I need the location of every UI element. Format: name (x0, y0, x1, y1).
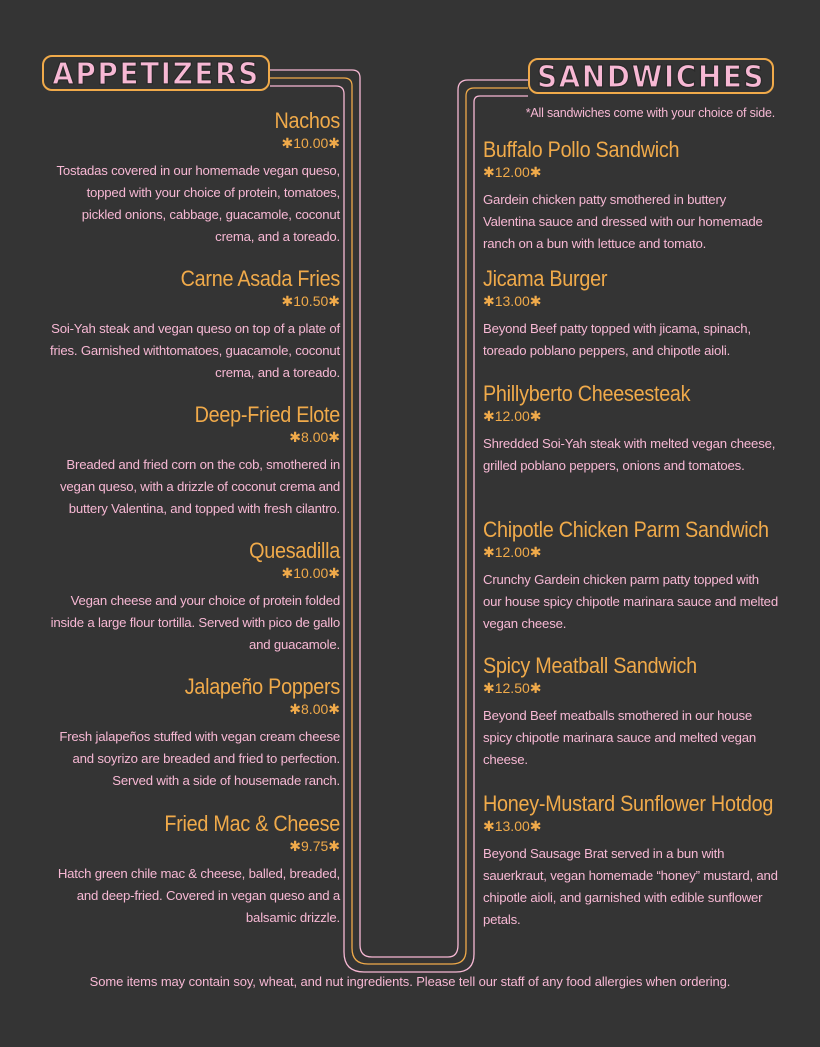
item-price: ✱12.50✱ (483, 680, 542, 696)
menu-item (483, 266, 779, 362)
item-desc: Hatch green chile mac & cheese, balled, breaded, and deep-fried. Covered in vegan queso and a balsamic drizzle. (57, 866, 340, 925)
item-name: Spicy Meatball Sandwich (483, 653, 697, 678)
item-price: ✱10.00✱ (281, 565, 340, 581)
item-name: Jicama Burger (483, 266, 608, 291)
menu-item (44, 811, 340, 929)
item-price: ✱12.00✱ (483, 544, 542, 560)
item-desc: Crunchy Gardein chicken parm patty topped with our house spicy chipotle marinara sauce and melted vegan cheese. (483, 572, 778, 631)
appetizers-header (42, 55, 270, 91)
sandwiches-note: *All sandwiches come with your choice of side. (525, 106, 775, 120)
item-price: ✱13.00✱ (483, 293, 542, 309)
item-desc: Shredded Soi-Yah steak with melted vegan cheese, grilled poblano peppers, onions and tomatoes. (483, 436, 776, 473)
item-desc: Tostadas covered in our homemade vegan queso, topped with your choice of protein, tomatoes, pickled onions, cabbage, guacamole, coconut crema, and a toreado. (56, 163, 340, 244)
menu-item (44, 538, 340, 656)
item-name: Carne Asada Fries (180, 266, 340, 291)
item-name: Quesadilla (249, 538, 340, 563)
menu-item (483, 517, 779, 635)
item-price: ✱10.50✱ (281, 293, 340, 309)
menu-item (44, 108, 340, 248)
item-name: Chipotle Chicken Parm Sandwich (483, 517, 769, 542)
menu-item (483, 381, 779, 477)
item-price: ✱12.00✱ (483, 164, 542, 180)
allergy-footer: Some items may contain soy, wheat, and nut ingredients. Please tell our staff of any food allergies when ordering. (89, 974, 731, 989)
item-desc: Beyond Beef meatballs smothered in our house spicy chipotle marinara sauce and melted vegan cheese. (483, 708, 757, 767)
item-price: ✱10.00✱ (281, 135, 340, 151)
menu-item (44, 674, 340, 792)
appetizers-title: APPETIZERS (52, 55, 260, 91)
menu-item (44, 402, 340, 520)
item-price: ✱8.00✱ (289, 701, 340, 717)
item-desc: Vegan cheese and your choice of protein folded inside a large flour tortilla. Served with pico de gallo and guacamole. (50, 593, 340, 652)
item-desc: Beyond Sausage Brat served in a bun with sauerkraut, vegan homemade “honey” mustard, and chipotle aioli, and garnished with edible sunflower petals. (483, 846, 778, 927)
item-name: Honey-Mustard Sunflower Hotdog (483, 791, 774, 816)
item-desc: Beyond Beef patty topped with jicama, spinach, toreado poblano peppers, and chipotle aioli. (483, 321, 751, 358)
item-price: ✱8.00✱ (289, 429, 340, 445)
menu-item (483, 653, 779, 771)
item-name: Deep-Fried Elote (194, 402, 340, 427)
menu-item (483, 791, 779, 931)
item-price: ✱13.00✱ (483, 818, 542, 834)
item-name: Nachos (274, 108, 340, 133)
item-desc: Fresh jalapeños stuffed with vegan cream cheese and soyrizo are breaded and fried to perfection. Served with a side of housemade ranch. (59, 729, 340, 788)
item-desc: Soi-Yah steak and vegan queso on top of a plate of fries. Garnished withtomatoes, guacamole, coconut crema, and a toreado. (49, 321, 340, 380)
menu-item (44, 266, 340, 384)
item-name: Fried Mac & Cheese (164, 811, 340, 836)
menu-item (483, 137, 779, 255)
item-name: Buffalo Pollo Sandwich (483, 137, 680, 162)
item-price: ✱9.75✱ (289, 838, 340, 854)
item-name: Phillyberto Cheesesteak (483, 381, 691, 406)
item-desc: Breaded and fried corn on the cob, smothered in vegan queso, with a drizzle of coconut crema and buttery Valentina, and topped with fresh cilantro. (60, 457, 340, 516)
item-price: ✱12.00✱ (483, 408, 542, 424)
item-name: Jalapeño Poppers (184, 674, 340, 699)
sandwiches-header (528, 58, 774, 94)
sandwiches-title: SANDWICHES (536, 58, 766, 94)
item-desc: Gardein chicken patty smothered in buttery Valentina sauce and dressed with our homemade ranch on a bun with lettuce and tomato. (483, 192, 763, 251)
